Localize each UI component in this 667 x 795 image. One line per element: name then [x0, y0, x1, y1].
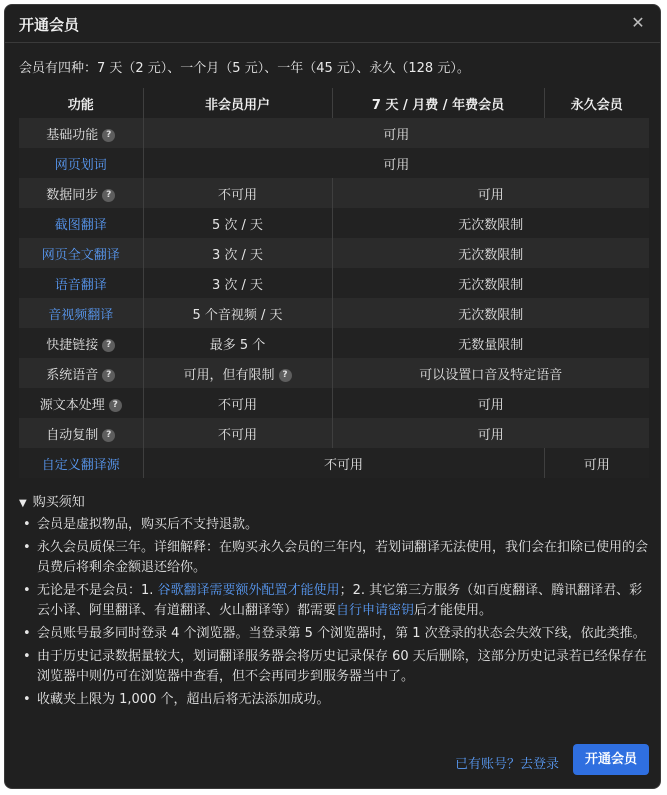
cell-value: 无次数限制 — [458, 277, 524, 293]
cell-value: 可用 — [383, 127, 410, 143]
note-text: 由于历史记录数据量较大，划词翻译服务器会将历史记录保存 60 天后删除，这部分历史记录若已经保存在浏览器中则仍可在浏览器中查看，但不会再同步到服务器当中了。 — [37, 649, 647, 684]
bullet: • — [23, 583, 31, 598]
feature-cell — [19, 328, 143, 358]
bullet: • — [23, 692, 31, 707]
header-free-user: 非会员用户 — [143, 88, 332, 118]
list-item — [19, 538, 651, 578]
cell-value: 无次数限制 — [458, 247, 524, 263]
feature-label: 源文本处理 — [39, 397, 105, 413]
cell-value: 不可用 — [217, 187, 257, 203]
feature-cell — [19, 358, 143, 388]
member-cell — [332, 298, 649, 328]
table-row — [19, 328, 649, 358]
note-text: 收藏夹上限为 1,000 个，超出后将无法添加成功。 — [37, 692, 330, 707]
dialog-header — [5, 5, 660, 43]
feature-link[interactable]: 自定义翻译源 — [41, 457, 120, 473]
feature-link[interactable]: 音视频翻译 — [48, 307, 114, 323]
free-user-cell — [143, 358, 332, 388]
cell-value: 不可用 — [217, 427, 257, 443]
table-row — [19, 238, 649, 268]
feature-cell — [19, 178, 143, 208]
login-link[interactable]: 已有账号？去登录 — [455, 757, 560, 772]
feature-link[interactable]: 网页全文翻译 — [41, 247, 120, 263]
subscribe-button[interactable]: 开通会员 — [573, 744, 649, 775]
feature-label: 快捷链接 — [46, 337, 99, 353]
feature-label: 系统语音 — [46, 367, 99, 383]
feature-link[interactable]: 网页划词 — [54, 157, 107, 173]
help-icon[interactable]: ? — [102, 339, 115, 352]
cell-value: 最多 5 个 — [209, 337, 266, 353]
cell-value: 3 次 / 天 — [211, 247, 264, 263]
apply-key-link[interactable]: 自行申请密钥 — [336, 603, 415, 618]
member-cell — [332, 358, 649, 388]
help-icon[interactable]: ? — [109, 399, 122, 412]
list-item — [19, 581, 651, 621]
member-cell — [332, 268, 649, 298]
all-users-cell — [143, 148, 649, 178]
cell-value: 无数量限制 — [458, 337, 524, 353]
triangle-down-icon: ▼ — [19, 498, 27, 509]
free-and-member-cell — [143, 448, 544, 478]
close-icon[interactable]: ✕ — [631, 13, 645, 32]
list-item — [19, 647, 651, 687]
table-row — [19, 298, 649, 328]
cell-value: 无次数限制 — [458, 307, 524, 323]
table-row — [19, 268, 649, 298]
purchase-notes-list — [19, 515, 651, 713]
feature-link[interactable]: 截图翻译 — [54, 217, 107, 233]
feature-label: 自动复制 — [46, 427, 99, 443]
member-cell — [332, 238, 649, 268]
feature-label: 基础功能 — [46, 127, 99, 143]
note-text-pre: 无论是不是会员：1. — [37, 583, 158, 598]
bullet: • — [23, 626, 31, 641]
feature-cell — [19, 118, 143, 148]
note-text: 会员账号最多同时登录 4 个浏览器。当登录第 5 个浏览器时，第 1 次登录的状态会失效下线，依此类推。 — [37, 626, 646, 641]
cell-value: 可用 — [477, 397, 504, 413]
feature-cell — [19, 268, 143, 298]
table-row — [19, 418, 649, 448]
bullet: • — [23, 517, 31, 532]
member-cell — [332, 328, 649, 358]
feature-cell — [19, 388, 143, 418]
member-cell — [332, 418, 649, 448]
table-row — [19, 358, 649, 388]
cell-value: 5 次 / 天 — [211, 217, 264, 233]
free-user-cell — [143, 208, 332, 238]
cell-value: 不可用 — [323, 457, 363, 473]
bullet: • — [23, 649, 31, 664]
table-row — [19, 178, 649, 208]
header-member: 7 天 / 月费 / 年费会员 — [332, 88, 544, 118]
table-row — [19, 208, 649, 238]
purchase-notes-title: 购买须知 — [32, 495, 85, 510]
help-icon[interactable]: ? — [102, 129, 115, 142]
free-user-cell — [143, 298, 332, 328]
free-user-cell — [143, 388, 332, 418]
help-icon[interactable]: ? — [279, 369, 292, 382]
free-user-cell — [143, 178, 332, 208]
feature-comparison-table — [19, 88, 649, 478]
list-item — [19, 690, 651, 710]
cell-value: 无次数限制 — [458, 217, 524, 233]
dialog-title: 开通会员 — [19, 16, 80, 34]
cell-value: 可用 — [477, 427, 504, 443]
list-item — [19, 624, 651, 644]
free-user-cell — [143, 268, 332, 298]
all-users-cell — [143, 118, 649, 148]
feature-link[interactable]: 语音翻译 — [54, 277, 107, 293]
feature-cell — [19, 298, 143, 328]
free-user-cell — [143, 328, 332, 358]
table-header-row — [19, 88, 649, 118]
note-text: 会员是虚拟物品，购买后不支持退款。 — [37, 517, 259, 532]
cell-value: 3 次 / 天 — [211, 277, 264, 293]
list-item — [19, 515, 651, 535]
membership-intro: 会员有四种：7 天（2 元）、一个月（5 元）、一年（45 元）、永久（128 元）。 — [19, 61, 470, 76]
member-cell — [332, 208, 649, 238]
header-feature: 功能 — [19, 88, 143, 118]
cell-value: 可用，但有限制 — [183, 367, 275, 383]
cell-value: 5 个音视频 / 天 — [192, 307, 283, 323]
help-icon[interactable]: ? — [102, 189, 115, 202]
header-lifetime: 永久会员 — [570, 97, 623, 113]
cell-value: 不可用 — [217, 397, 257, 413]
help-icon[interactable]: ? — [102, 369, 115, 382]
feature-cell — [19, 238, 143, 268]
cell-value: 可用 — [383, 157, 410, 173]
table-row — [19, 148, 649, 178]
membership-dialog — [4, 4, 661, 789]
cell-value: 可用 — [477, 187, 504, 203]
feature-cell — [19, 148, 143, 178]
note-text-post: 后才能使用。 — [414, 603, 493, 618]
cell-value: 可用 — [583, 457, 610, 473]
feature-label: 数据同步 — [46, 187, 99, 203]
note-text: 永久会员质保三年。详细解释：在购买永久会员的三年内，若划词翻译无法使用，我们会在扣除已使用的会员费后将剩余金额退还给你。 — [37, 540, 649, 575]
purchase-notes-toggle[interactable] — [19, 491, 85, 510]
cell-value: 可以设置口音及特定语音 — [419, 367, 563, 383]
help-icon[interactable]: ? — [102, 429, 115, 442]
lifetime-cell — [544, 448, 649, 478]
bullet: • — [23, 540, 31, 555]
feature-cell — [19, 418, 143, 448]
table-row — [19, 448, 649, 478]
feature-cell — [19, 448, 143, 478]
table-row — [19, 388, 649, 418]
free-user-cell — [143, 238, 332, 268]
member-cell — [332, 178, 649, 208]
table-row — [19, 118, 649, 148]
note-text-mid: ；2. 其它第三方服务（如百度翻译、腾讯翻译君、彩云小译、阿里翻译、有道翻译、火山翻译等）都需要 — [37, 583, 643, 618]
member-cell — [332, 388, 649, 418]
google-config-link[interactable]: 谷歌翻译需要额外配置才能使用 — [157, 583, 340, 598]
feature-cell — [19, 208, 143, 238]
free-user-cell — [143, 418, 332, 448]
